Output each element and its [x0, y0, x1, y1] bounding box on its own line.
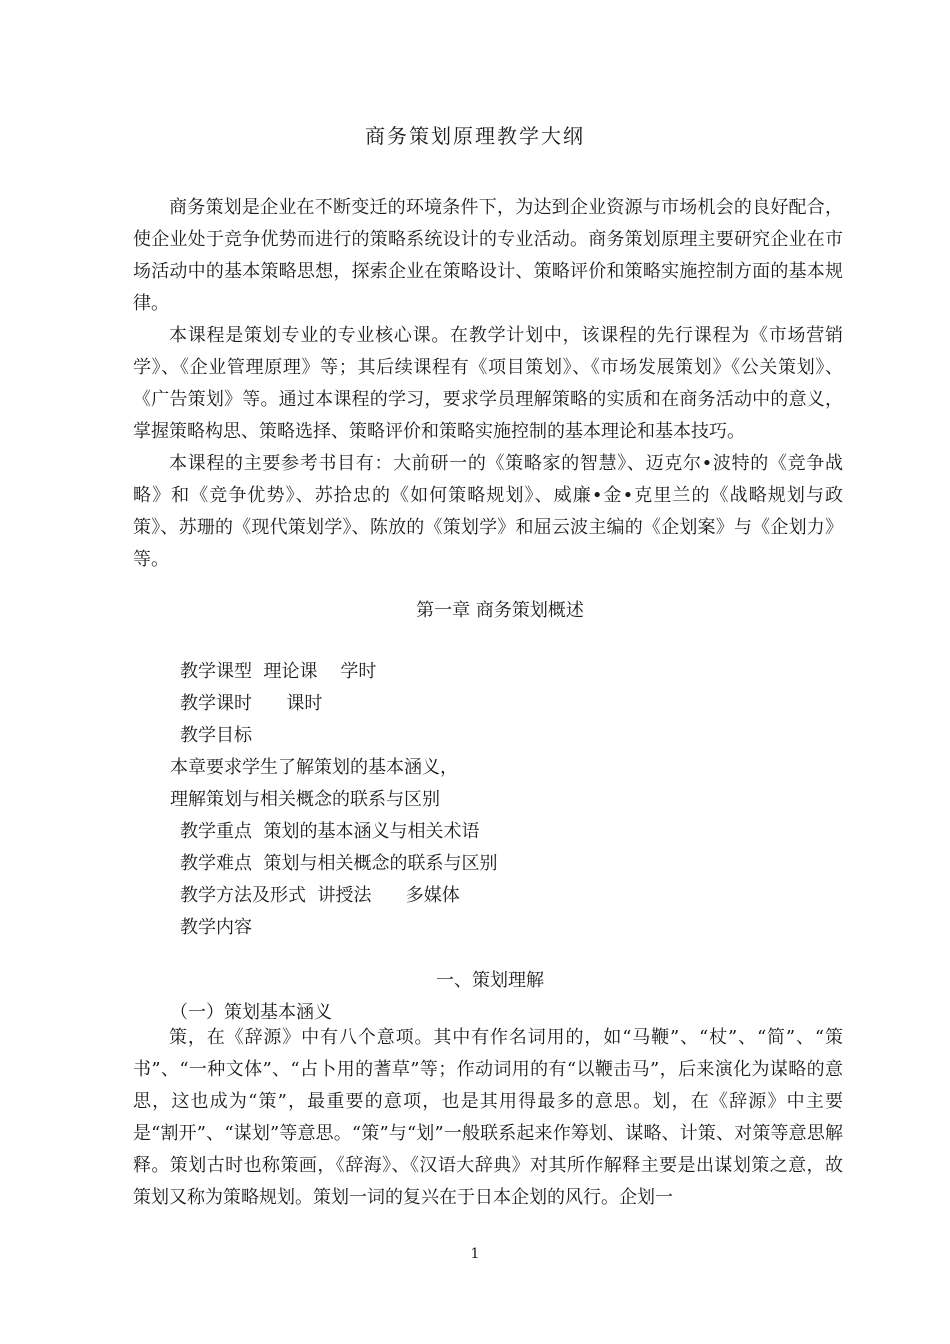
document-title: 商务策划原理教学大纲	[365, 124, 585, 148]
course-hours-line: 教学课时 课时	[180, 693, 323, 714]
methods-line: 教学方法及形式 讲授法 多媒体	[180, 885, 460, 906]
intro-paragraph-3: 本课程的主要参考书目有：大前研一的《策略家的智慧》、迈克尔•波特的《竞争战略》和《竞争优势》、苏拾忠的《如何策略规划》、威廉•金•克里兰的《战略规划与政策》、苏珊的《现代策划学》、陈放的《策划学》和屈云波主编的《企划案》与《企划力》等。	[133, 453, 843, 570]
key-points-line: 教学重点 策划的基本涵义与相关术语	[180, 821, 480, 842]
objective-line-2: 理解策划与相关概念的联系与区别	[170, 789, 440, 810]
chapter-heading: 第一章 商务策划概述	[416, 600, 584, 621]
difficulties-line: 教学难点 策划与相关概念的联系与区别	[180, 853, 498, 874]
course-type-line: 教学课型 理论课 学时	[180, 661, 377, 682]
section-heading: 一、策划理解	[436, 970, 544, 991]
subsection-heading: （一）策划基本涵义	[170, 1002, 332, 1023]
section-body-paragraph: 策，在《辞源》中有八个意项。其中有作名词用的，如“马鞭”、“杖”、“简”、“策书”、“一种文体”、“占卜用的蓍草”等；作动词用的有“以鞭击马”，后来演化为谋略的意思，这也成为“策”，最重要的意项，也是其用得最多的意思。划，在《辞源》中主要是“割开”、“谋划”等意思。“策”与“划”一般联系起来作筹划、谋略、计策、对策等意思解释。策划古时也称策画，《辞海》、《汉语大辞典》对其所作解释主要是出谋划策之意，故策划又称为策略规划。策划一词的复兴在于日本企划的风行。企划一	[133, 1027, 843, 1208]
intro-paragraph-1: 商务策划是企业在不断变迁的环境条件下，为达到企业资源与市场机会的良好配合，使企业处于竞争优势而进行的策略系统设计的专业活动。商务策划原理主要研究企业在市场活动中的基本策略思想，探索企业在策略设计、策略评价和策略实施控制方面的基本规律。	[133, 197, 843, 314]
page-number: 1	[470, 1246, 480, 1262]
content-label: 教学内容	[180, 917, 252, 938]
intro-paragraph-2: 本课程是策划专业的专业核心课。在教学计划中，该课程的先行课程为《市场营销学》、《企业管理原理》等；其后续课程有《项目策划》、《市场发展策划》《公关策划》、《广告策划》等。通过本课程的学习，要求学员理解策略的实质和在商务活动中的意义，掌握策略构思、策略选择、策略评价和策略实施控制的基本理论和基本技巧。	[133, 325, 843, 442]
objective-line-1: 本章要求学生了解策划的基本涵义，	[170, 757, 458, 778]
objective-label: 教学目标	[180, 725, 252, 746]
